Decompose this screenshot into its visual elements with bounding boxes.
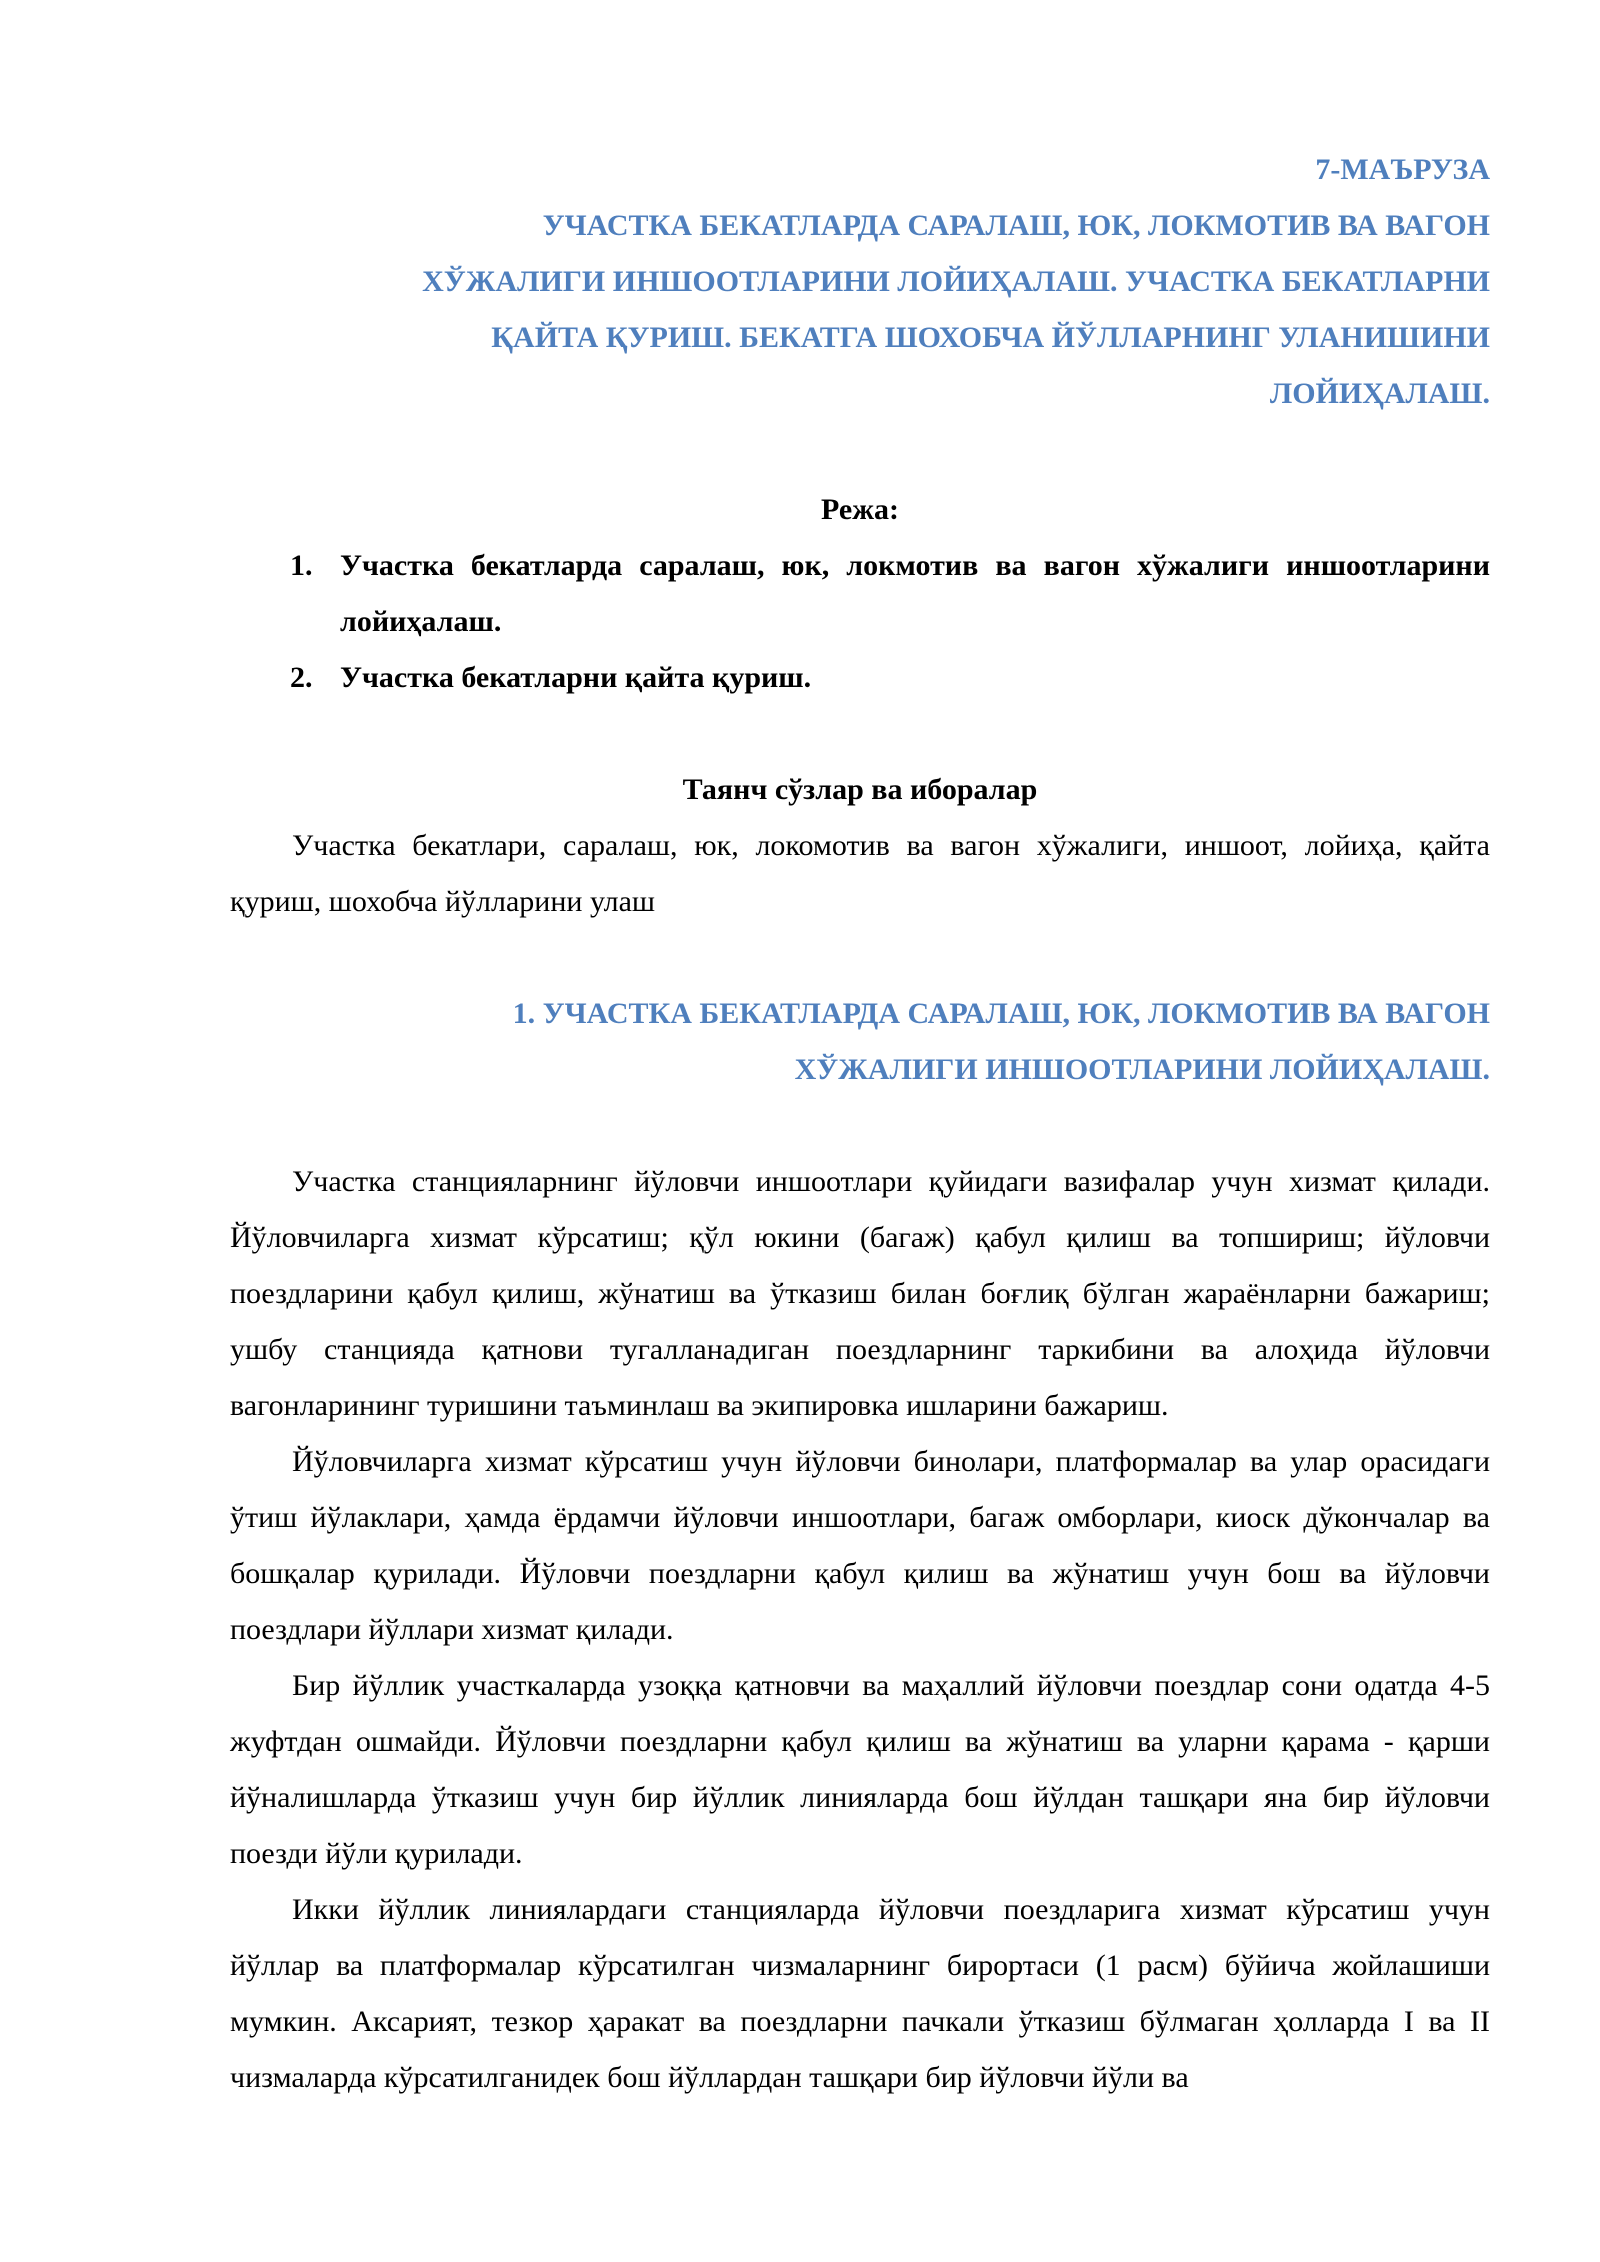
- section-heading-line: ХЎЖАЛИГИ ИНШООТЛАРИНИ ЛОЙИҲАЛАШ.: [794, 1053, 1490, 1086]
- section-heading-line: 1. УЧАСТКА БЕКАТЛАРДА САРАЛАШ, ЮК, ЛОКМОТИВ ВА ВАГОН: [512, 997, 1490, 1030]
- body-paragraph: Бир йўллик участкаларда узоққа қатновчи ва маҳаллий йўловчи поездлар сони одатда 4-5 жуфтдан ошмайди. Йўловчи поездларни қабул қилиш ва жўнатиш ва уларни қарама - қарши йўналишларда ўтказиш учун бир йўллик линияларда бош йўлдан ташқари яна бир йўловчи поезди йўли қурилади.: [230, 1669, 1490, 1870]
- plan-item-text: Участка бекатларда саралаш, юк, локмотив ва вагон хўжалиги иншоотларини лойиҳалаш.: [340, 549, 1490, 638]
- plan-item: [230, 538, 1490, 650]
- document-page: [230, 0, 1490, 2106]
- plan-item: [230, 650, 1490, 706]
- lecture-title-line: ХЎЖАЛИГИ ИНШООТЛАРИНИ ЛОЙИҲАЛАШ. УЧАСТКА БЕКАТЛАРНИ: [422, 265, 1490, 298]
- plan-item-text: Участка бекатларни қайта қуриш.: [340, 661, 812, 694]
- lecture-title-line: УЧАСТКА БЕКАТЛАРДА САРАЛАШ, ЮК, ЛОКМОТИВ ВА ВАГОН: [542, 209, 1490, 242]
- plan-item-number: 2.: [290, 661, 313, 694]
- body-paragraph: Йўловчиларга хизмат кўрсатиш учун йўловчи бинолари, платформалар ва улар орасидаги ўтиш йўлаклари, ҳамда ёрдамчи йўловчи иншоотлари, багаж омборлари, киоск дўкончалар ва бошқалар қурилади. Йўловчи поездларни қабул қилиш ва жўнатиш учун бош ва йўловчи поездлари йўллари хизмат қилади.: [230, 1445, 1490, 1646]
- keywords-title: Таянч сўзлар ва иборалар: [682, 773, 1038, 806]
- body-paragraph: Участка станцияларнинг йўловчи иншоотлари қуйидаги вазифалар учун хизмат қилади. Йўловчиларга хизмат кўрсатиш; қўл юкини (багаж) қабул қилиш ва топшириш; йўловчи поездларини қабул қилиш, жўнатиш ва ўтказиш билан боғлиқ бўлган жараёнларни бажариш; ушбу станцияда қатнови тугалланадиган поездларнинг таркибини ва алоҳида йўловчи вагонларининг туришини таъминлаш ва экипировка ишларини бажариш.: [230, 1165, 1490, 1422]
- lecture-number: 7-МАЪРУЗА: [1315, 153, 1490, 186]
- keywords-text: Участка бекатлари, саралаш, юк, локомотив ва вагон хўжалиги, иншоот, лойиҳа, қайта қуриш, шохобча йўлларини улаш: [230, 829, 1490, 918]
- plan-title: Режа:: [821, 493, 899, 526]
- body-paragraph: Икки йўллик линиялардаги станцияларда йўловчи поездларига хизмат кўрсатиш учун йўллар ва платформалар кўрсатилган чизмаларнинг бирортаси (1 расм) бўйича жойлашиши мумкин. Аксарият, тезкор ҳаракат ва поездларни пачкали ўтказиш бўлмаган ҳолларда I ва II чизмаларда кўрсатилганидек бош йўллардан ташқари бир йўловчи йўли ва: [230, 1893, 1490, 2094]
- lecture-title-line: ҚАЙТА ҚУРИШ. БЕКАТГА ШОХОБЧА ЙЎЛЛАРНИНГ УЛАНИШИНИ: [491, 321, 1490, 354]
- lecture-title: [230, 198, 1490, 422]
- plan-list: [230, 538, 1490, 706]
- section-heading: [230, 986, 1490, 1098]
- plan-item-number: 1.: [290, 549, 313, 582]
- lecture-title-line: ЛОЙИҲАЛАШ.: [1269, 377, 1490, 410]
